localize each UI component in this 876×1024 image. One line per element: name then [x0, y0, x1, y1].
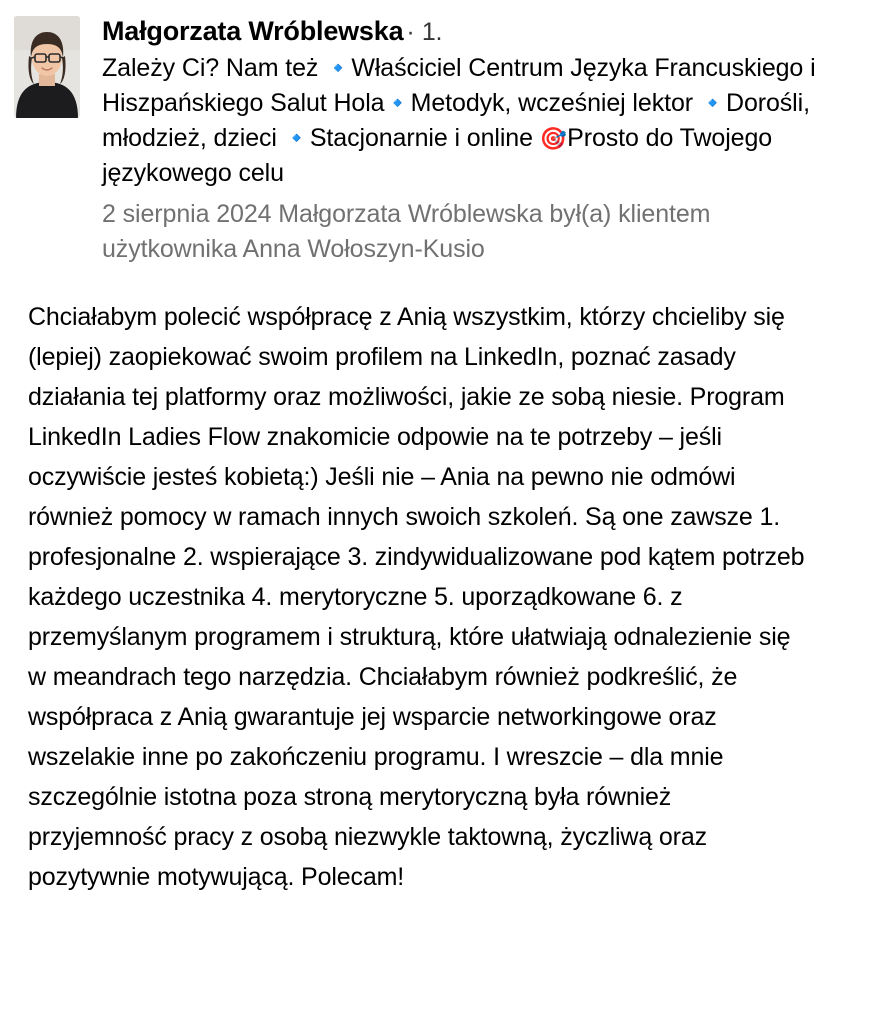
blue-diamond-icon: 🔹 [325, 57, 352, 80]
avatar-container[interactable] [14, 14, 86, 118]
author-headline [102, 51, 846, 191]
headline-text-1: Zależy Ci? Nam też [102, 54, 326, 82]
blue-diamond-icon: 🔹 [699, 92, 726, 115]
headline-text-5: Stacjonarnie i online [309, 124, 540, 152]
headline-text-3: Metodyk, wcześniej lektor [410, 89, 700, 117]
recommendation-body: Chciałabym polecić współpracę z Anią wszystkim, którzy chcieliby się (lepiej) zaopiekować swoim profilem na LinkedIn, poznać zasady działania tej platformy oraz możliwości, jakie ze sobą niesie. Program LinkedIn Ladies Flow znakomicie odpowie na te potrzeby – jeśli oczywiście jesteś kobietą:) Jeśli nie – Ania na pewno nie odmówi również pomocy w ramach innych swoich szkoleń. Są one zawsze 1. profesjonalne 2. wspierające 3. zindywidualizowane pod kątem potrzeb każdego uczestnika 4. merytoryczne 5. uporządkowane 6. z przemyślanym programem i strukturą, które ułatwiają odnalezienie się w meandrach tego narzędzia. Chciałabym również podkreślić, że współpraca z Anią gwarantuje jej wsparcie networkingowe oraz wszelakie inne po zakończeniu programu. I wreszcie – dla mnie szczególnie istotna poza stroną merytoryczną była również przyjemność pracy z osobą niezwykle taktowną, życzliwą oraz pozytywnie motywującą. Polecam! [28, 303, 805, 891]
blue-diamond-icon: 🔹 [384, 92, 411, 115]
recommendation-header [14, 14, 846, 267]
headline-text-6: Prosto do Twojego językowego celu [102, 124, 773, 187]
blue-diamond-icon: 🔹 [283, 127, 310, 150]
headline-text-4: Dorośli, młodzież, dzieci [102, 89, 810, 152]
recommendation-header-text [86, 14, 846, 267]
headline-text-2: Właściciel Centrum Języka Francuskiego i Hiszpańskiego Salut Hola [102, 54, 816, 117]
avatar[interactable] [14, 16, 80, 118]
recommendation-meta: 2 sierpnia 2024 Małgorzata Wróblewska był(a) klientem użytkownika Anna Wołoszyn-Kusio [102, 200, 711, 263]
author-name[interactable]: Małgorzata Wróblewska [102, 16, 404, 46]
target-icon: 🎯 [539, 126, 568, 151]
degree-separator: · [406, 18, 415, 46]
author-name-line [102, 14, 846, 49]
connection-degree: 1. [421, 18, 443, 46]
